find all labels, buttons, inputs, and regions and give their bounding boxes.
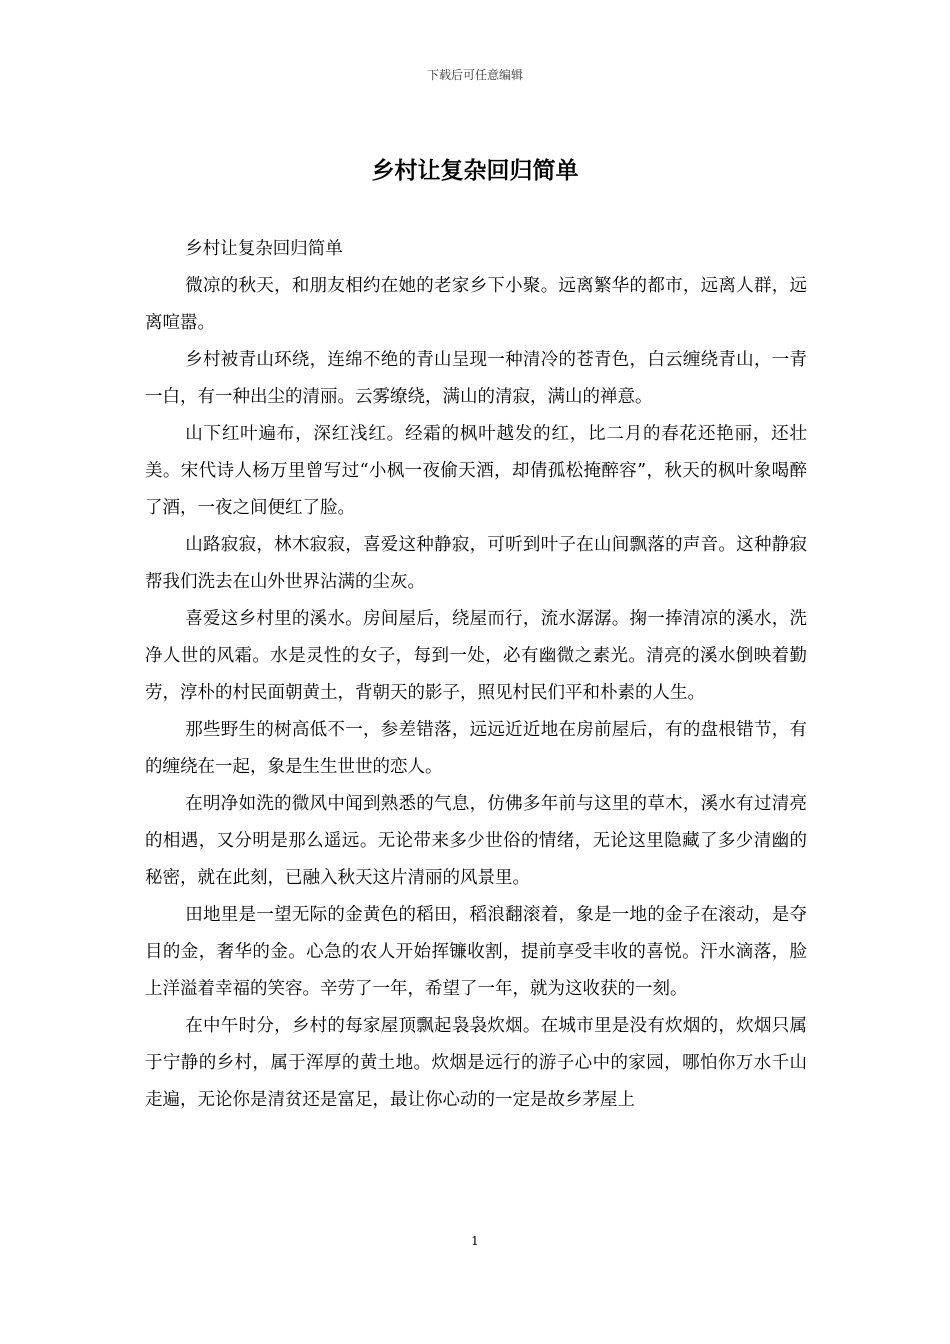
paragraph: 乡村被青山环绕，连绵不绝的青山呈现一种清冷的苍青色，白云缠绕青山，一青一白，有一种出尘的清丽。云雾缭绕，满山的清寂，满山的禅意。 [145,350,807,407]
page-number: 1 [471,1234,479,1248]
paragraph: 田地里是一望无际的金黄色的稻田，稻浪翻滚着，象是一地的金子在滚动，是夺目的金，奢华的金。心急的农人开始挥镰收割，提前享受丰收的喜悦。汗水滴落，脸上洋溢着幸福的笑容。辛劳了一年，希望了一年，就为这收获的一刻。 [145,905,807,999]
document-title: 乡村让复杂回归简单 [371,157,579,184]
paragraph: 在明净如洗的微风中闻到熟悉的气息，仿佛多年前与这里的草木，溪水有过清亮的相遇，又分明是那么遥远。无论带来多少世俗的情绪，无论这里隐藏了多少清幽的秘密，就在此刻，已融入秋天这片清丽的风景里。 [145,794,807,888]
page-header: 下载后可任意编辑 [426,68,523,82]
paragraph: 喜爱这乡村里的溪水。房间屋后，绕屋而行，流水潺潺。掬一捧清凉的溪水，洗净人世的风霜。水是灵性的女子，每到一处，必有幽微之素光。清亮的溪水倒映着勤劳，淳朴的村民面朝黄土，背朝天的影子，照见村民们平和朴素的人生。 [145,609,807,703]
paragraph: 乡村让复杂回归简单 [185,239,343,259]
paragraph: 那些野生的树高低不一，参差错落，远远近近地在房前屋后，有的盘根错节，有的缠绕在一起，象是生生世世的恋人。 [145,720,807,777]
paragraph: 山下红叶遍布，深红浅红。经霜的枫叶越发的红，比二月的春花还艳丽，还壮美。宋代诗人杨万里曾写过“小枫一夜偷天酒，却倩孤松掩醉容”，秋天的枫叶象喝醉了酒，一夜之间便红了脸。 [145,424,807,518]
paragraph: 山路寂寂，林木寂寂，喜爱这种静寂，可听到叶子在山间飘落的声音。这种静寂帮我们洗去在山外世界沾满的尘灰。 [145,535,807,592]
document-body [145,231,807,1119]
paragraph: 在中午时分，乡村的每家屋顶飘起袅袅炊烟。在城市里是没有炊烟的，炊烟只属于宁静的乡村，属于浑厚的黄土地。炊烟是远行的游子心中的家园，哪怕你万水千山走遍，无论你是清贫还是富足，最让你心动的一定是故乡茅屋上 [145,1016,807,1110]
paragraph: 微凉的秋天，和朋友相约在她的老家乡下小聚。远离繁华的都市，远离人群，远离喧嚣。 [145,276,807,333]
